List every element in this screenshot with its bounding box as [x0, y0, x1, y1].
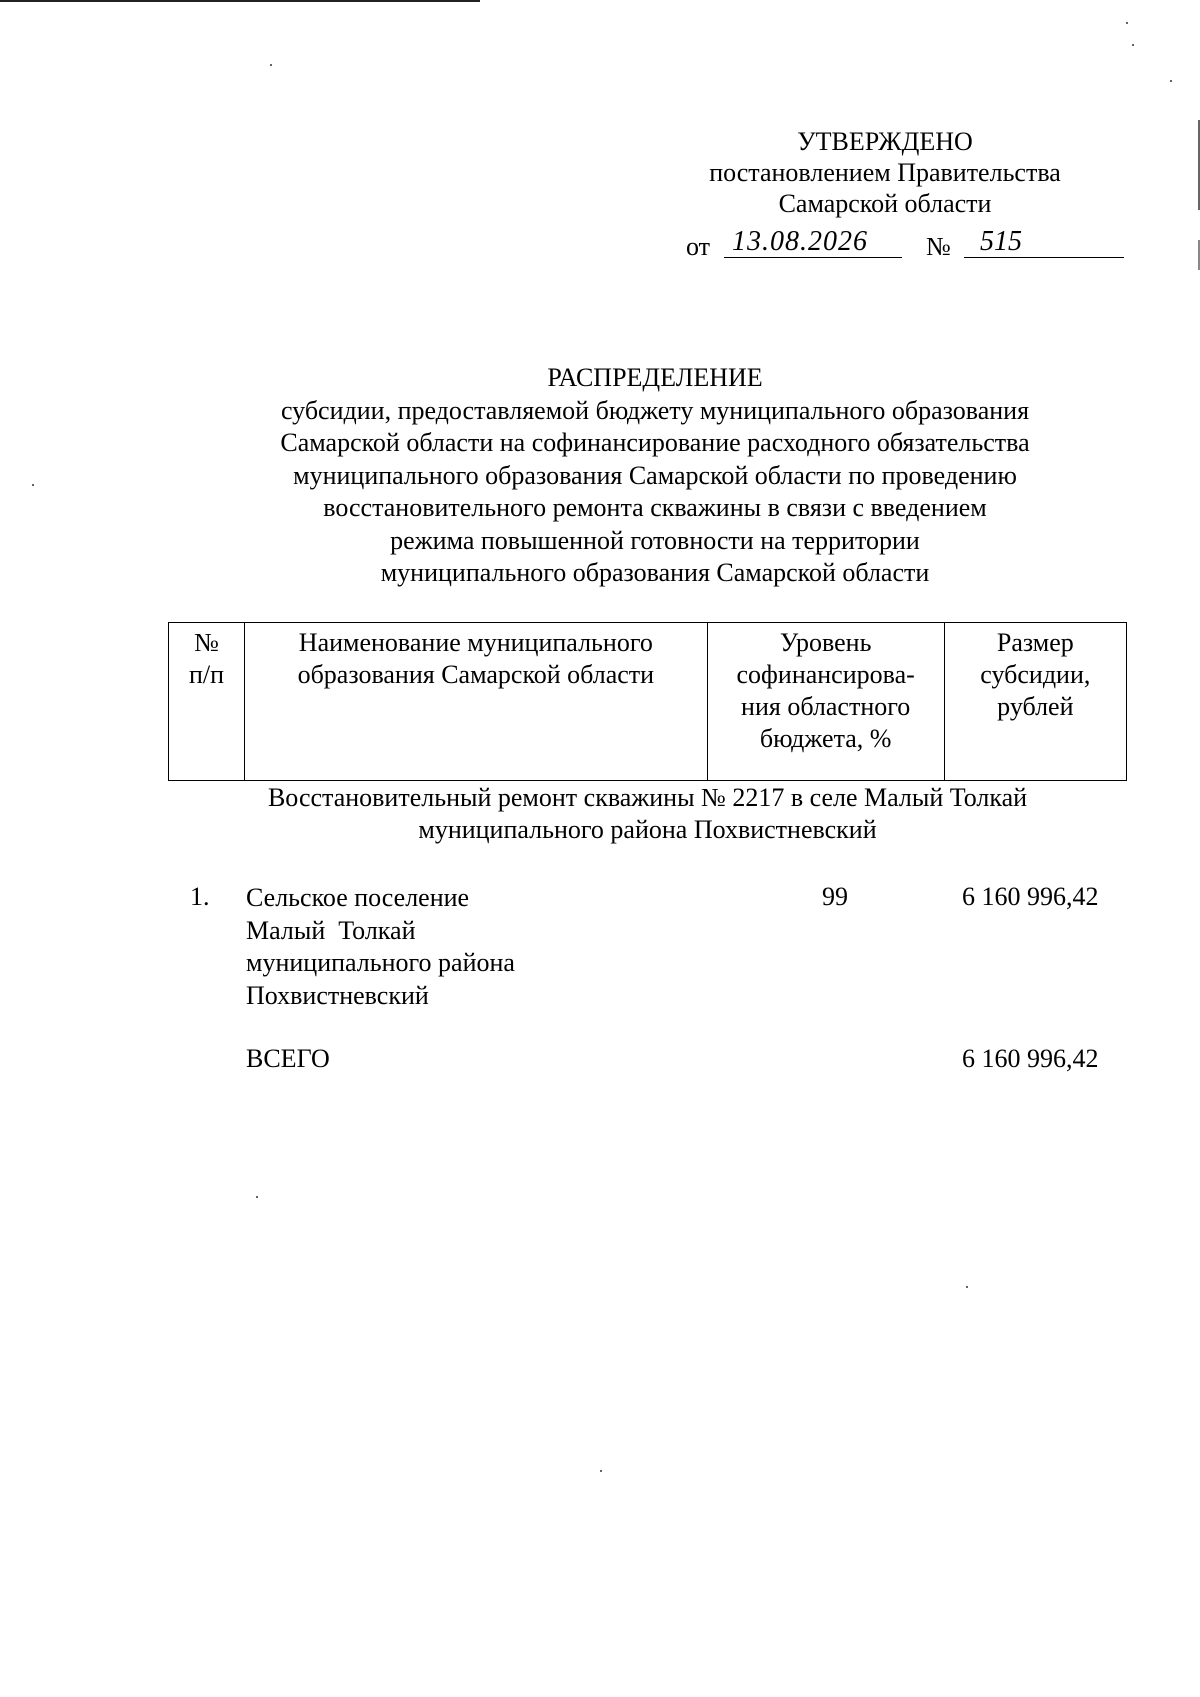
header-row — [169, 623, 1127, 781]
row-name-line: муниципального района — [246, 948, 515, 977]
heading-line: муниципального образования Самарской области — [380, 558, 930, 587]
scan-speck — [256, 1196, 258, 1198]
approval-line: Самарской области — [778, 189, 992, 218]
approval-line: постановлением Правительства — [709, 158, 1061, 187]
scan-edge-line — [0, 0, 480, 2]
header-text: № — [194, 628, 219, 657]
heading-line: Самарской области на софинансирование расходного обязательства — [280, 428, 1030, 457]
row-size: 6 160 996,42 — [962, 882, 1099, 911]
heading-line: восстановительного ремонта скважины в связи с введением — [323, 493, 987, 522]
header-cell-size — [944, 623, 1126, 781]
scan-speck — [600, 1470, 602, 1472]
approval-title: УТВЕРЖДЕНО — [797, 127, 973, 156]
approval-block — [650, 126, 1120, 219]
table-header — [168, 622, 1127, 781]
header-text: рублей — [997, 692, 1074, 721]
header-text: образования Самарской области — [297, 660, 655, 689]
header-text: Наименование муниципального — [298, 628, 653, 657]
header-text: Уровень — [779, 628, 872, 657]
document-title: РАСПРЕДЕЛЕНИЕ — [547, 363, 763, 392]
scan-speck — [32, 484, 34, 486]
header-text: п/п — [188, 660, 225, 689]
scan-speck — [1126, 22, 1128, 24]
date-prefix: от — [686, 232, 711, 261]
header-text: софинансирова- — [736, 660, 915, 689]
section-title-line: муниципального района Похвистневский — [418, 815, 877, 844]
section-title-line: Восстановительный ремонт скважины № 2217 в селе Малый Толкай — [267, 783, 1028, 812]
header-text: Размер — [996, 628, 1074, 657]
row-name-line: Малый Толкай — [246, 915, 416, 945]
section-title — [168, 782, 1127, 846]
total-label: ВСЕГО — [246, 1044, 330, 1073]
header-cell-name — [245, 623, 708, 781]
number-prefix: № — [926, 232, 951, 261]
row-level: 99 — [822, 882, 848, 911]
heading-line: муниципального образования Самарской области по проведению — [293, 460, 1017, 490]
row-name-line: Похвистневский — [246, 980, 429, 1010]
row-name — [246, 882, 686, 1012]
total-value: 6 160 996,42 — [962, 1044, 1099, 1073]
scan-speck — [270, 64, 272, 66]
row-number: 1. — [190, 882, 210, 911]
approval-date-row — [686, 228, 1126, 264]
handwritten-date: 13.08.2026 — [724, 226, 902, 258]
header-text: ния областного — [741, 692, 911, 721]
row-name-line: Сельское поселение — [246, 883, 470, 912]
heading-line: режима повышенной готовности на территории — [390, 525, 920, 555]
header-cell-number — [169, 623, 245, 781]
heading-line: субсидии, предоставляемой бюджету муниципального образования — [280, 395, 1030, 425]
header-text: субсидии, — [980, 660, 1091, 689]
header-cell-level — [707, 623, 944, 781]
scan-speck — [1170, 80, 1172, 82]
document-heading — [200, 362, 1110, 590]
scan-speck — [966, 1286, 968, 1288]
scan-speck — [1132, 44, 1134, 46]
header-text: бюджета, % — [759, 724, 892, 753]
handwritten-number: 515 — [964, 226, 1124, 258]
